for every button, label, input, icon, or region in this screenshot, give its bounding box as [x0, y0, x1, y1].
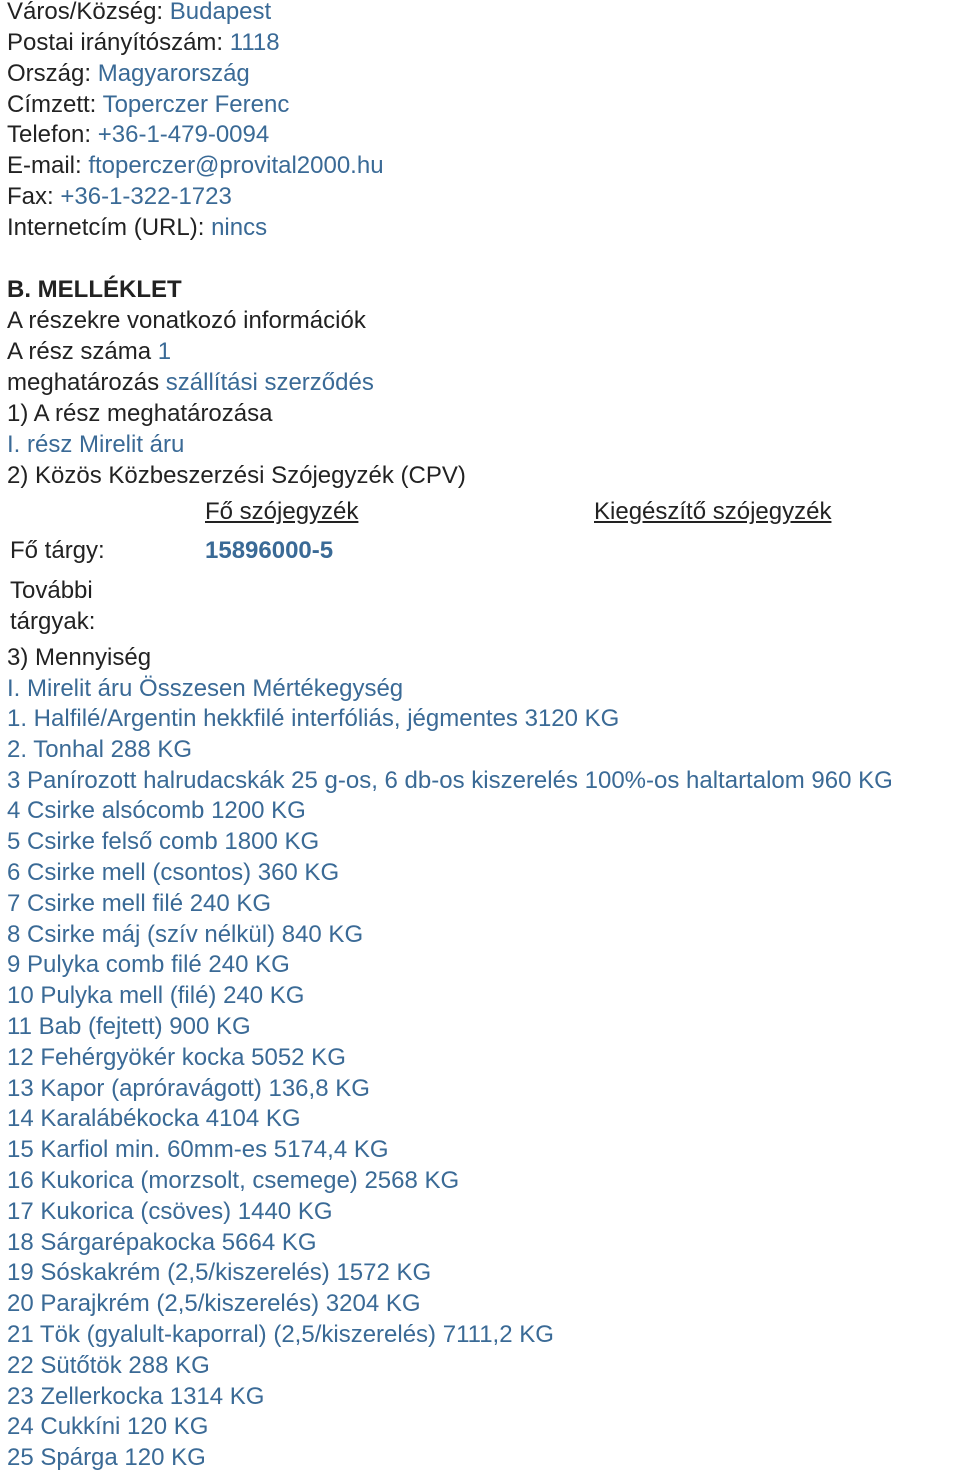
city-row — [7, 0, 271, 27]
quantity-item: 13 Kapor (apróravágott) 136,8 KG — [7, 1074, 370, 1102]
quantity-item: 12 Fehérgyökér kocka 5052 KG — [7, 1043, 346, 1071]
quantity-item: 10 Pulyka mell (filé) 240 KG — [7, 982, 305, 1010]
other-objects-label-2: tárgyak: — [10, 608, 96, 635]
part-number-label: A rész száma — [7, 338, 152, 365]
url-label: Internetcím (URL): — [7, 214, 205, 241]
quantity-item: 11 Bab (fejtett) 900 KG — [7, 1013, 251, 1040]
zip-label: Postai irányítószám: — [7, 29, 224, 56]
cpv-main-header: Fő szójegyzék — [205, 498, 359, 525]
country-row — [7, 59, 250, 89]
section1-heading: 1) A rész meghatározása — [7, 400, 273, 427]
recipient-row — [7, 90, 289, 120]
zip-row — [7, 28, 280, 58]
quantity-item: 14 Karalábékocka 4104 KG — [7, 1105, 301, 1133]
quantity-item: 20 Parajkrém (2,5/kiszerelés) 3204 KG — [7, 1290, 421, 1318]
phone-label: Telefon: — [7, 121, 92, 148]
definition-value: szállítási szerződés — [165, 369, 374, 396]
email-label: E-mail: — [7, 152, 82, 179]
city-label: Város/Község: — [7, 0, 164, 25]
quantity-item: 8 Csirke máj (szív nélkül) 840 KG — [7, 920, 364, 948]
quantity-item: 1. Halfilé/Argentin hekkfilé interfóliás, jégmentes 3120 KG — [7, 705, 620, 732]
country-value: Magyarország — [97, 60, 250, 87]
part-number-row — [7, 337, 171, 367]
quantity-item: 25 Spárga 120 KG — [7, 1444, 206, 1472]
quantity-item: 6 Csirke mell (csontos) 360 KG — [7, 859, 340, 886]
quantity-item: 23 Zellerkocka 1314 KG — [7, 1382, 265, 1410]
quantity-item: 3 Panírozott halrudacskák 25 g-os, 6 db-os kiszerelés 100%-os haltartalom 960 KG — [7, 766, 893, 794]
quantity-item: 5 Csirke felső comb 1800 KG — [7, 828, 320, 856]
quantity-item: 15 Karfiol min. 60mm-es 5174,4 KG — [7, 1136, 389, 1164]
annex-subtitle: A részekre vonatkozó információk — [7, 307, 366, 334]
quantity-item: 7 Csirke mell filé 240 KG — [7, 889, 272, 917]
zip-value: 1118 — [229, 29, 280, 56]
city-value: Budapest — [169, 0, 272, 25]
quantity-item: 9 Pulyka comb filé 240 KG — [7, 951, 290, 979]
section3-heading: 3) Mennyiség — [7, 644, 152, 671]
annex-title: B. MELLÉKLET — [7, 276, 182, 303]
part-number-value: 1 — [157, 338, 172, 365]
quantity-item: 16 Kukorica (morzsolt, csemege) 2568 KG — [7, 1167, 460, 1194]
recipient-value: Toperczer Ferenc — [102, 91, 290, 118]
cpv-supplementary-header: Kiegészítő szójegyzék — [594, 498, 832, 525]
definition-label: meghatározás — [7, 369, 160, 396]
quantity-item: 2. Tonhal 288 KG — [7, 735, 193, 763]
url-row — [7, 213, 267, 243]
quantity-item: 19 Sóskakrém (2,5/kiszerelés) 1572 KG — [7, 1259, 432, 1287]
quantity-item: 4 Csirke alsócomb 1200 KG — [7, 797, 306, 825]
country-label: Ország: — [7, 60, 92, 87]
recipient-label: Címzett: — [7, 91, 97, 118]
quantity-item: 24 Cukkíni 120 KG — [7, 1413, 209, 1441]
main-object-code: 15896000-5 — [205, 537, 334, 564]
other-objects-label-1: További — [10, 577, 93, 604]
fax-row — [7, 182, 232, 212]
fax-value: +36-1-322-1723 — [60, 183, 232, 210]
phone-value: +36-1-479-0094 — [97, 121, 270, 148]
fax-label: Fax: — [7, 183, 54, 210]
definition-row — [7, 368, 374, 398]
quantity-item: 22 Sütőtök 288 KG — [7, 1351, 210, 1379]
section1-value: I. rész Mirelit áru — [7, 431, 185, 458]
section2-heading: 2) Közös Közbeszerzési Szójegyzék (CPV) — [7, 462, 466, 489]
email-value: ftoperczer@provital2000.hu — [88, 152, 384, 179]
quantity-item: 21 Tök (gyalult-kaporral) (2,5/kiszerelés) 7111,2 KG — [7, 1321, 554, 1348]
main-object-label: Fő tárgy: — [10, 537, 105, 564]
quantity-item: 17 Kukorica (csöves) 1440 KG — [7, 1197, 333, 1225]
url-value: nincs — [211, 214, 268, 241]
email-row — [7, 151, 384, 181]
quantity-header: I. Mirelit áru Összesen Mértékegység — [7, 675, 404, 702]
phone-row — [7, 120, 269, 150]
quantity-item: 18 Sárgarépakocka 5664 KG — [7, 1228, 317, 1256]
